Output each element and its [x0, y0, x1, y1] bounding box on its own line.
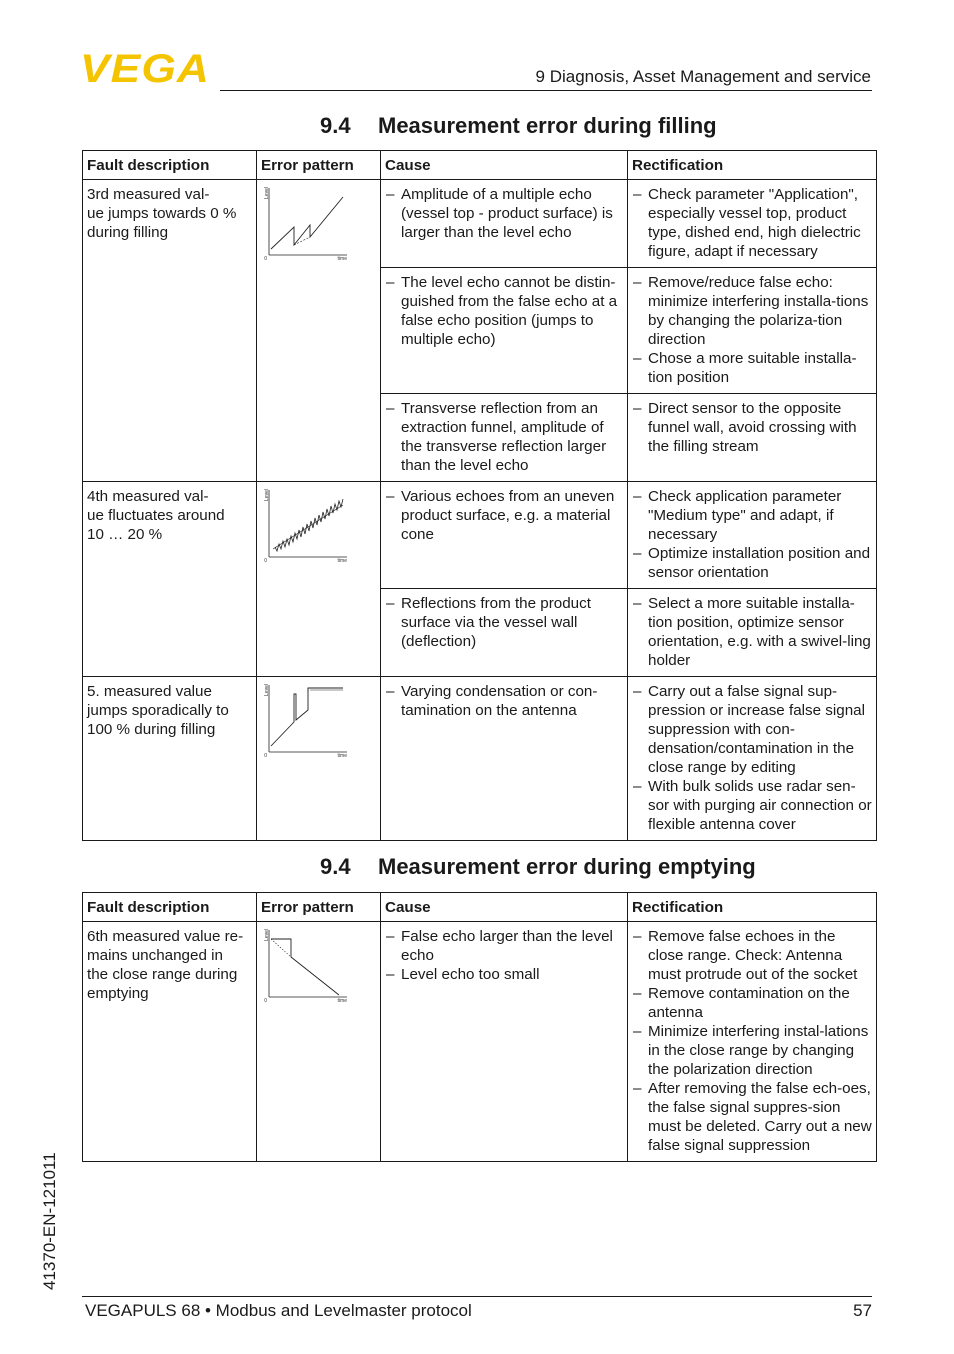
column-header-cause: Cause [381, 893, 628, 922]
rectification-list [632, 185, 872, 261]
list-item: – Transverse reflection from an extraction funnel, amplitude of the transverse reflection larger than the level echo [385, 399, 623, 475]
cause-cell [381, 180, 628, 268]
list-item: – The level echo cannot be distin-guished from the false echo at a false echo position (jumps to multiple echo) [385, 273, 623, 349]
footer-divider [82, 1296, 872, 1297]
rectification-list [632, 927, 872, 1155]
rectification-cell [628, 922, 877, 1162]
section-title-text: Measurement error during filling [378, 113, 717, 138]
list-item: – Carry out a false signal sup-pression or increase false signal suppression with con-densation/contamination in the close range by editing [632, 682, 872, 777]
cause-cell [381, 394, 628, 482]
rectification-cell [628, 589, 877, 677]
y-axis-label: Level [264, 187, 270, 199]
fault-description [83, 677, 257, 841]
list-item: – Various echoes from an uneven product surface, e.g. a material cone [385, 487, 623, 544]
section-title-text: Measurement error during emptying [378, 854, 756, 879]
rectification-cell [628, 394, 877, 482]
vega-logo [80, 48, 212, 86]
error-pattern-cell [257, 180, 381, 482]
x-axis-label: time [337, 998, 347, 1003]
list-item: – Amplitude of a multiple echo (vessel top - product surface) is larger than the level echo [385, 185, 623, 242]
cause-cell [381, 589, 628, 677]
jump-to-full-graph-icon [261, 682, 347, 758]
fault-description [83, 180, 257, 482]
list-item: – Level echo too small [385, 965, 623, 984]
unchanged-close-range-graph-icon [261, 927, 347, 1003]
footer-product-name: VEGAPULS 68 • Modbus and Levelmaster protocol [85, 1301, 472, 1320]
section-number: 9.4 [320, 113, 351, 138]
list-item: – Optimize installation position and sensor orientation [632, 544, 872, 582]
table-header-row [83, 151, 877, 180]
column-header-rectification: Rectification [628, 893, 877, 922]
list-item: – Remove false echoes in the close range. Check: Antenna must protrude out of the socket [632, 927, 872, 984]
origin-label: 0 [264, 558, 267, 563]
rectification-cell [628, 677, 877, 841]
column-header-rectification: Rectification [628, 151, 877, 180]
list-item: – Reflections from the product surface via the vessel wall (deflection) [385, 594, 623, 651]
list-item: – Check application parameter "Medium type" and adapt, if necessary [632, 487, 872, 544]
table-row [83, 482, 877, 589]
y-axis-label: Level [264, 929, 270, 941]
column-header-cause: Cause [381, 151, 628, 180]
rectification-list [632, 273, 872, 387]
emptying-error-table [82, 892, 877, 1162]
rectification-list [632, 487, 872, 582]
fault-text: 3rd measured val- ue jumps towards 0 % during filling [87, 186, 237, 241]
section-title-filling [320, 112, 717, 140]
column-header-fault: Fault description [83, 893, 257, 922]
rectification-list [632, 682, 872, 834]
rectification-cell [628, 268, 877, 394]
section-number: 9.4 [320, 854, 351, 879]
list-item: – Direct sensor to the opposite funnel wall, avoid crossing with the filling stream [632, 399, 872, 456]
cause-list [385, 927, 623, 984]
cause-cell [381, 268, 628, 394]
column-header-fault: Fault description [83, 151, 257, 180]
x-axis-label: time [337, 558, 347, 563]
list-item: – Chose a more suitable installa-tion position [632, 349, 872, 387]
document-code: 41370-EN-121011 [40, 1152, 59, 1290]
table-header-row [83, 893, 877, 922]
x-axis-label: time [337, 753, 347, 758]
list-item: – Select a more suitable installa-tion position, optimize sensor orientation, e.g. with a swivel-ling holder [632, 594, 872, 670]
origin-label: 0 [264, 998, 267, 1003]
cause-list [385, 273, 623, 349]
fault-text: 4th measured val- ue fluctuates around 10 … 20 % [87, 488, 225, 543]
rectification-list [632, 399, 872, 456]
fault-text: 5. measured value jumps sporadically to 100 % during filling [87, 683, 229, 738]
page-number: 57 [853, 1301, 872, 1320]
fault-description [83, 482, 257, 677]
rectification-cell [628, 482, 877, 589]
filling-error-table [82, 150, 877, 841]
list-item: – After removing the false ech-oes, the false signal suppres-sion must be deleted. Carry out a new false signal suppression [632, 1079, 872, 1155]
cause-list [385, 487, 623, 544]
cause-cell [381, 482, 628, 589]
section-title-emptying [320, 853, 756, 881]
cause-cell [381, 677, 628, 841]
list-item: – Remove contamination on the antenna [632, 984, 872, 1022]
chapter-heading: 9 Diagnosis, Asset Management and service [535, 67, 871, 86]
cause-list [385, 399, 623, 475]
error-pattern-cell [257, 482, 381, 677]
error-pattern-cell [257, 922, 381, 1162]
fault-text: 6th measured value re- mains unchanged in the close range during emptying [87, 928, 244, 1002]
jump-to-zero-graph-icon [261, 185, 347, 261]
origin-label: 0 [264, 256, 267, 261]
cause-list [385, 594, 623, 651]
cause-list [385, 682, 623, 720]
cause-cell [381, 922, 628, 1162]
fault-description [83, 922, 257, 1162]
list-item: – Check parameter "Application", especially vessel top, product type, dished end, high dielectric figure, adapt if necessary [632, 185, 872, 261]
list-item: – With bulk solids use radar sen-sor with purging air connection or flexible antenna cover [632, 777, 872, 834]
y-axis-label: Level [264, 489, 270, 501]
fluctuating-level-graph-icon [261, 487, 347, 563]
rectification-list [632, 594, 872, 670]
list-item: – Varying condensation or con-tamination on the antenna [385, 682, 623, 720]
y-axis-label: Level [264, 684, 270, 696]
list-item: – Remove/reduce false echo: minimize interfering installa-tions by changing the polariza-tion direction [632, 273, 872, 349]
x-axis-label: time [337, 256, 347, 261]
vega-logo-text: VEGA [80, 48, 210, 86]
table-row [83, 677, 877, 841]
column-header-pattern: Error pattern [257, 151, 381, 180]
rectification-cell [628, 180, 877, 268]
error-pattern-cell [257, 677, 381, 841]
column-header-pattern: Error pattern [257, 893, 381, 922]
origin-label: 0 [264, 753, 267, 758]
cause-list [385, 185, 623, 242]
table-row [83, 180, 877, 268]
list-item: – Minimize interfering instal-lations in the close range by changing the polarization direction [632, 1022, 872, 1079]
header-divider [220, 90, 872, 91]
table-row [83, 922, 877, 1162]
list-item: – False echo larger than the level echo [385, 927, 623, 965]
